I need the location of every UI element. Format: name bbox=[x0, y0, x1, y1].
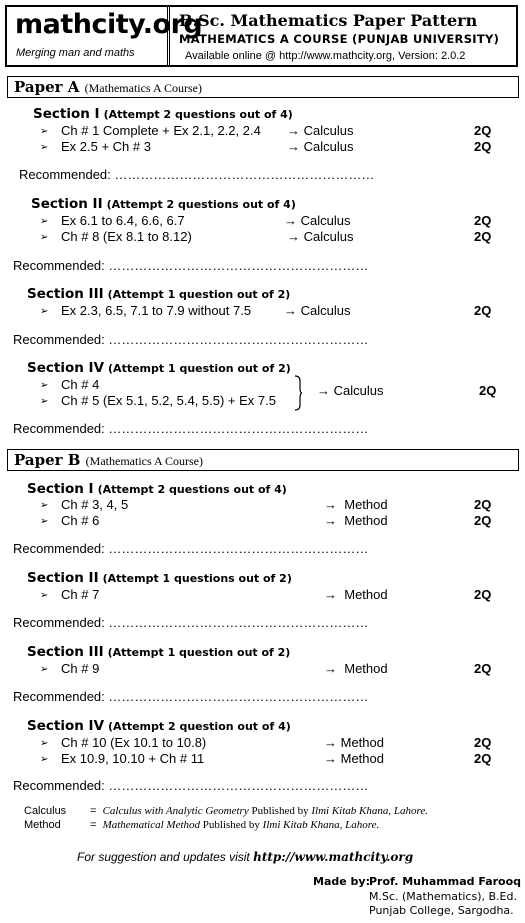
list-item: Ex 2.3, 6.5, 7.1 to 7.9 without 7.5 bbox=[61, 303, 252, 318]
bullet-icon: ➢ bbox=[40, 126, 49, 137]
list-item: Ex 6.1 to 6.4, 6.6, 6.7 bbox=[61, 213, 185, 228]
question-count: 2Q bbox=[474, 513, 492, 528]
target-book: → Calculus bbox=[284, 213, 351, 228]
list-item: Ch # 8 (Ex 8.1 to 8.12) bbox=[61, 229, 192, 244]
question-count: 2Q bbox=[474, 213, 492, 228]
list-item: Ch # 6 bbox=[61, 513, 100, 528]
paper-b-heading bbox=[7, 449, 519, 471]
site-link[interactable]: http://www.mathcity.org bbox=[253, 850, 414, 864]
legend-term: Method bbox=[24, 819, 61, 831]
paper-b-title: Paper B bbox=[14, 451, 81, 469]
paper-b-course: (Mathematics A Course) bbox=[85, 454, 203, 468]
question-count: 2Q bbox=[474, 303, 492, 318]
list-item: Ch # 5 (Ex 5.1, 5.2, 5.4, 5.5) + Ex 7.5 bbox=[61, 393, 276, 408]
suggestion-note: For suggestion and updates visit http://www.mathcity.org bbox=[77, 850, 414, 864]
tagline: Merging man and maths bbox=[16, 47, 135, 59]
question-count: 2Q bbox=[479, 383, 497, 398]
bullet-icon: ➢ bbox=[40, 664, 49, 675]
arrow-icon: → bbox=[324, 497, 337, 512]
target-book: → Calculus bbox=[287, 139, 354, 154]
recommended-line: Recommended: …………………………………………………… bbox=[13, 258, 369, 273]
recommended-line: Recommended: …………………………………………………… bbox=[13, 778, 369, 793]
section-heading: Section IV (Attempt 2 question out of 4) bbox=[27, 718, 291, 734]
list-item: Ch # 9 bbox=[61, 661, 100, 676]
arrow-icon: → bbox=[324, 587, 337, 602]
section-heading: Section II (Attempt 2 questions out of 4) bbox=[31, 196, 296, 212]
target-book: → Calculus bbox=[287, 229, 354, 244]
arrow-icon: → bbox=[324, 513, 337, 528]
availability-note: Available online @ http://www.mathcity.org, Version: 2.0.2 bbox=[185, 50, 466, 62]
header-box bbox=[5, 5, 518, 67]
recommended-line: Recommended: …………………………………………………… bbox=[13, 541, 369, 556]
list-item: Ch # 1 Complete + Ex 2.1, 2.2, 2.4 bbox=[61, 123, 261, 138]
list-item: Ch # 3, 4, 5 bbox=[61, 497, 129, 512]
target-book: → Method bbox=[324, 587, 388, 602]
author-degrees: M.Sc. (Mathematics), B.Ed. bbox=[369, 890, 517, 903]
recommended-line: Recommended: …………………………………………………… bbox=[13, 332, 369, 347]
site-logo: mathcity.org bbox=[15, 9, 203, 40]
legend-term: Calculus bbox=[24, 805, 67, 817]
list-item: Ch # 7 bbox=[61, 587, 100, 602]
target-book: → Method bbox=[324, 735, 384, 750]
bullet-icon: ➢ bbox=[40, 380, 49, 391]
recommended-line: Recommended: …………………………………………………… bbox=[13, 689, 369, 704]
target-book: → Calculus bbox=[284, 303, 351, 318]
question-count: 2Q bbox=[474, 229, 492, 244]
bullet-icon: ➢ bbox=[40, 232, 49, 243]
bullet-icon: ➢ bbox=[40, 142, 49, 153]
arrow-icon: → bbox=[287, 123, 300, 138]
author-college: Punjab College, Sargodha. bbox=[369, 904, 514, 917]
arrow-icon: → bbox=[324, 661, 337, 676]
page-title: B.Sc. Mathematics Paper Pattern bbox=[179, 11, 478, 30]
target-book: → Calculus bbox=[317, 383, 384, 398]
section-heading: Section III (Attempt 1 question out of 2) bbox=[27, 644, 291, 660]
target-book: → Method bbox=[324, 661, 388, 676]
recommended-line: Recommended: …………………………………………………… bbox=[19, 167, 375, 182]
recommended-line: Recommended: …………………………………………………… bbox=[13, 421, 369, 436]
question-count: 2Q bbox=[474, 497, 492, 512]
arrow-icon: → bbox=[324, 751, 337, 766]
bullet-icon: ➢ bbox=[40, 754, 49, 765]
question-count: 2Q bbox=[474, 587, 492, 602]
target-book: → Method bbox=[324, 751, 384, 766]
target-book: → Method bbox=[324, 513, 388, 528]
target-book: → Method bbox=[324, 497, 388, 512]
right-brace-icon bbox=[293, 375, 303, 411]
author-name: Prof. Muhammad Farooq bbox=[369, 875, 522, 888]
arrow-icon: → bbox=[317, 383, 330, 398]
bullet-icon: ➢ bbox=[40, 738, 49, 749]
question-count: 2Q bbox=[474, 735, 492, 750]
section-heading: Section III (Attempt 1 question out of 2) bbox=[27, 286, 291, 302]
section-heading: Section IV (Attempt 1 question out of 2) bbox=[27, 360, 291, 376]
page-subtitle: MATHEMATICS A COURSE (PUNJAB UNIVERSITY) bbox=[179, 32, 500, 46]
paper-a-course: (Mathematics A Course) bbox=[84, 81, 202, 95]
arrow-icon: → bbox=[284, 213, 297, 228]
section-heading: Section I (Attempt 2 questions out of 4) bbox=[33, 106, 293, 122]
question-count: 2Q bbox=[474, 139, 492, 154]
list-item: Ch # 4 bbox=[61, 377, 100, 392]
section-heading: Section II (Attempt 1 questions out of 2) bbox=[27, 570, 292, 586]
logo-panel bbox=[7, 7, 203, 65]
bullet-icon: ➢ bbox=[40, 396, 49, 407]
arrow-icon: → bbox=[284, 303, 297, 318]
target-book: → Calculus bbox=[287, 123, 354, 138]
question-count: 2Q bbox=[474, 661, 492, 676]
made-by-label: Made by: bbox=[313, 875, 370, 888]
bullet-icon: ➢ bbox=[40, 516, 49, 527]
paper-a-heading bbox=[7, 76, 519, 98]
paper-a-title: Paper A bbox=[14, 78, 80, 96]
section-heading: Section I (Attempt 2 questions out of 4) bbox=[27, 481, 287, 497]
arrow-icon: → bbox=[287, 139, 300, 154]
recommended-line: Recommended: …………………………………………………… bbox=[13, 615, 369, 630]
list-item: Ex 2.5 + Ch # 3 bbox=[61, 139, 151, 154]
question-count: 2Q bbox=[474, 751, 492, 766]
arrow-icon: → bbox=[287, 229, 300, 244]
list-item: Ex 10.9, 10.10 + Ch # 11 bbox=[61, 751, 205, 766]
question-count: 2Q bbox=[474, 123, 492, 138]
bullet-icon: ➢ bbox=[40, 306, 49, 317]
arrow-icon: → bbox=[324, 735, 337, 750]
legend-definition: = Mathematical Method Published by Ilmi Kitab Khana, Lahore. bbox=[90, 819, 380, 831]
legend-definition: = Calculus with Analytic Geometry Published by Ilmi Kitab Khana, Lahore. bbox=[90, 805, 428, 817]
bullet-icon: ➢ bbox=[40, 500, 49, 511]
list-item: Ch # 10 (Ex 10.1 to 10.8) bbox=[61, 735, 207, 750]
bullet-icon: ➢ bbox=[40, 216, 49, 227]
bullet-icon: ➢ bbox=[40, 590, 49, 601]
